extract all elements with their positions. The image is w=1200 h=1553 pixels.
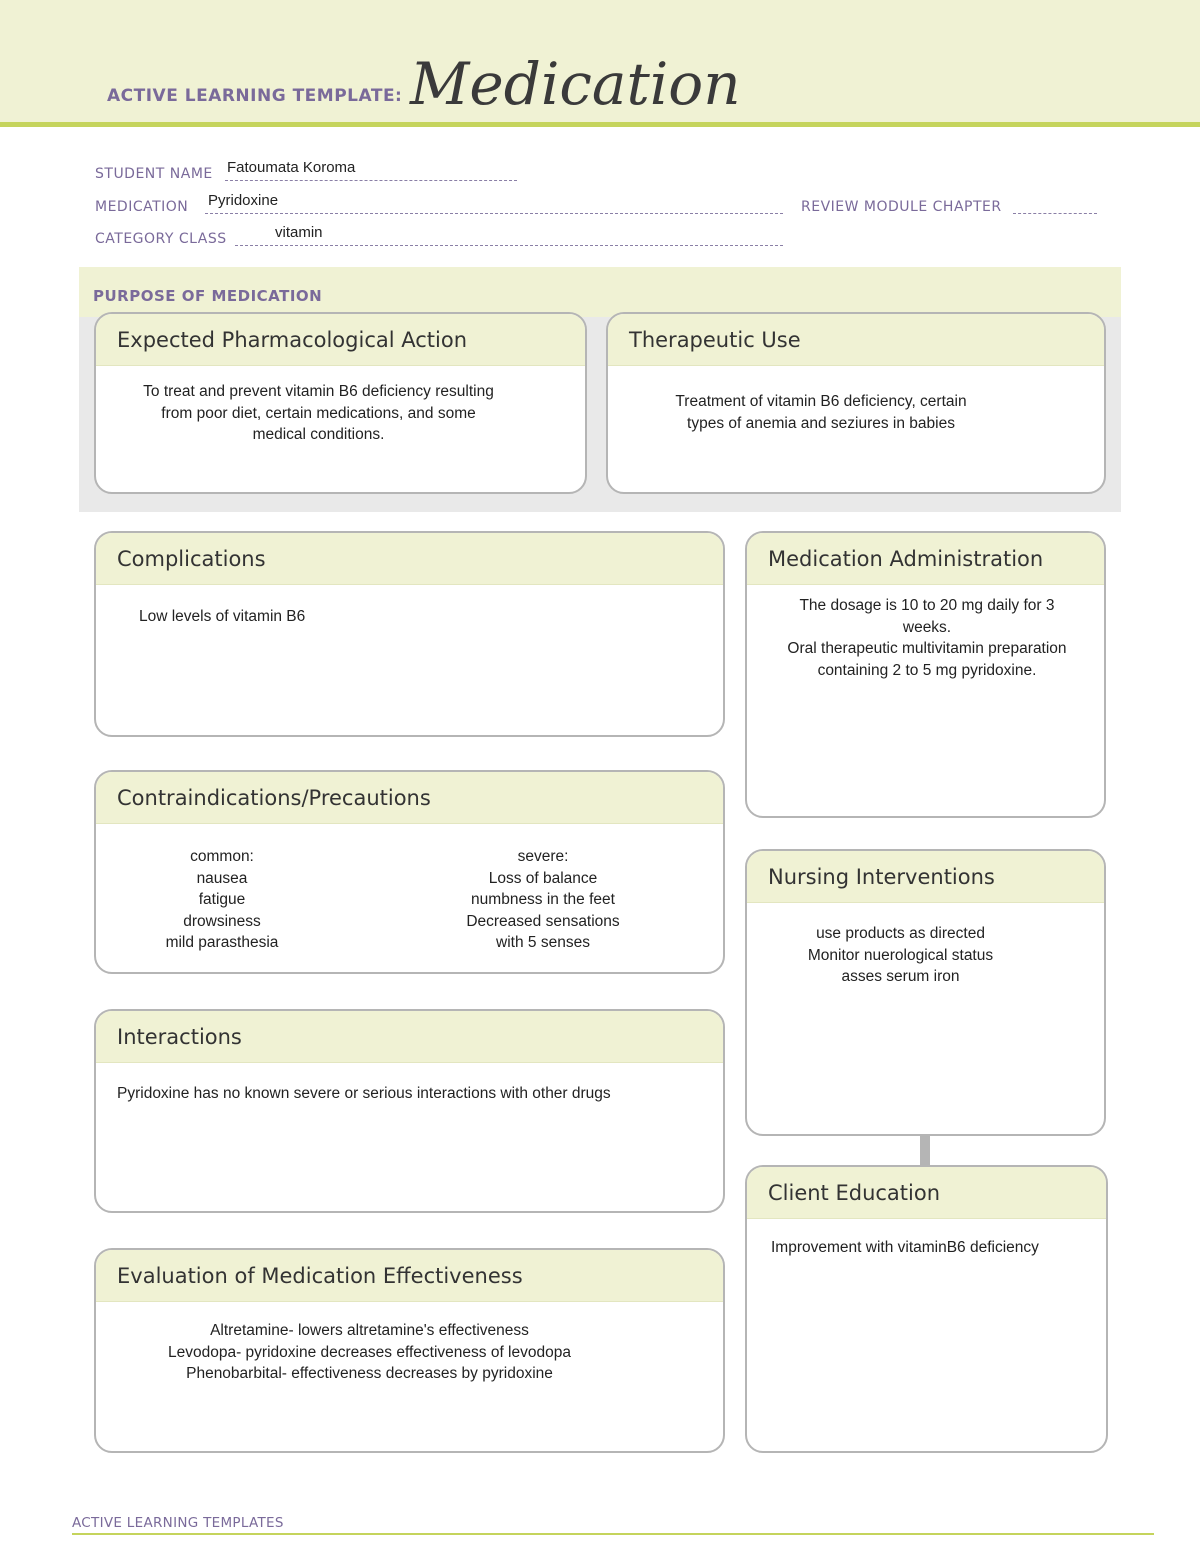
nursing-interventions-box <box>745 849 1106 1136</box>
complications-text <box>96 585 723 628</box>
text-line: asses serum iron <box>841 968 960 985</box>
medication-field[interactable]: Pyridoxine <box>208 192 279 209</box>
text-line: Levodopa- pyridoxine decreases effectiveness of levodopa <box>168 1343 571 1361</box>
common-effects-list <box>132 846 312 954</box>
therapeutic-use-heading: Therapeutic Use <box>608 314 1104 366</box>
administration-heading: Medication Administration <box>747 533 1104 585</box>
text-line: use products as directed <box>816 925 985 942</box>
review-module-label: REVIEW MODULE CHAPTER <box>801 199 1002 215</box>
therapeutic-use-box <box>606 312 1106 494</box>
text-line: Loss of balance <box>488 869 598 887</box>
interactions-heading: Interactions <box>96 1011 723 1063</box>
text-line: mild parasthesia <box>165 934 279 951</box>
complications-box <box>94 531 725 737</box>
text-line: fatigue <box>198 891 246 908</box>
text-line: numbness in the feet <box>471 891 615 908</box>
administration-text <box>747 585 1104 681</box>
student-name-field[interactable]: Fatoumata Koroma <box>227 159 356 176</box>
category-class-label: CATEGORY CLASS <box>95 231 227 247</box>
medication-line <box>205 213 783 214</box>
text-line: with 5 senses <box>496 934 590 951</box>
text-line: common: <box>190 848 254 865</box>
client-education-heading: Client Education <box>747 1167 1106 1219</box>
contraindications-text <box>96 824 723 951</box>
text-line: Monitor nuerological status <box>807 946 994 964</box>
nursing-interventions-heading: Nursing Interventions <box>747 851 1104 903</box>
evaluation-text <box>96 1302 723 1385</box>
footer-divider <box>72 1533 1154 1535</box>
text-line: Pyridoxine has no known severe or serious interactions with other drugs <box>117 1085 611 1102</box>
client-education-text <box>747 1219 1106 1259</box>
header-divider <box>0 122 1200 127</box>
contraindications-box <box>94 770 725 974</box>
medication-label: MEDICATION <box>95 199 189 215</box>
text-line: from poor diet, certain medications, and some <box>161 404 476 422</box>
severe-effects-list <box>433 846 653 954</box>
text-line: Phenobarbital- effectiveness decreases by pyridoxine <box>186 1365 553 1382</box>
therapeutic-use-text <box>608 366 1104 434</box>
text-line: weeks. <box>902 618 952 636</box>
text-line: Improvement with vitaminB6 deficiency <box>771 1239 1039 1256</box>
text-line: Low levels of vitamin B6 <box>139 608 306 625</box>
review-module-field[interactable] <box>1013 213 1097 214</box>
text-line: Oral therapeutic multivitamin preparation <box>787 640 1067 657</box>
text-line: types of anemia and seziures in babies <box>687 414 955 432</box>
nursing-interventions-text <box>747 903 1104 988</box>
text-line: Decreased sensations <box>466 912 620 930</box>
category-class-field[interactable]: vitamin <box>275 224 323 241</box>
text-line: nausea <box>196 869 248 887</box>
expected-action-text <box>96 366 585 446</box>
text-line: Altretamine- lowers altretamine's effectiveness <box>210 1322 529 1339</box>
interactions-text <box>96 1063 723 1105</box>
text-line: medical conditions. <box>252 426 385 443</box>
complications-heading: Complications <box>96 533 723 585</box>
purpose-title: PURPOSE OF MEDICATION <box>93 287 323 305</box>
client-education-box <box>745 1165 1108 1453</box>
footer-text: ACTIVE LEARNING TEMPLATES <box>72 1515 284 1531</box>
text-line: The dosage is 10 to 20 mg daily for 3 <box>799 597 1055 614</box>
evaluation-box <box>94 1248 725 1453</box>
evaluation-heading: Evaluation of Medication Effectiveness <box>96 1250 723 1302</box>
text-line: severe: <box>517 848 569 865</box>
box-connector <box>920 1136 930 1166</box>
expected-action-box <box>94 312 587 494</box>
student-name-label: STUDENT NAME <box>95 166 213 182</box>
page-title: Medication <box>410 50 741 118</box>
expected-action-heading: Expected Pharmacological Action <box>96 314 585 366</box>
administration-box <box>745 531 1106 818</box>
text-line: containing 2 to 5 mg pyridoxine. <box>817 661 1037 679</box>
category-class-line <box>235 245 783 246</box>
text-line: To treat and prevent vitamin B6 deficiency resulting <box>143 383 494 400</box>
text-line: Treatment of vitamin B6 deficiency, certain <box>675 393 967 410</box>
template-label: ACTIVE LEARNING TEMPLATE: <box>107 86 403 106</box>
interactions-box <box>94 1009 725 1213</box>
text-line: drowsiness <box>183 912 261 930</box>
contraindications-heading: Contraindications/Precautions <box>96 772 723 824</box>
student-name-line <box>225 180 517 181</box>
